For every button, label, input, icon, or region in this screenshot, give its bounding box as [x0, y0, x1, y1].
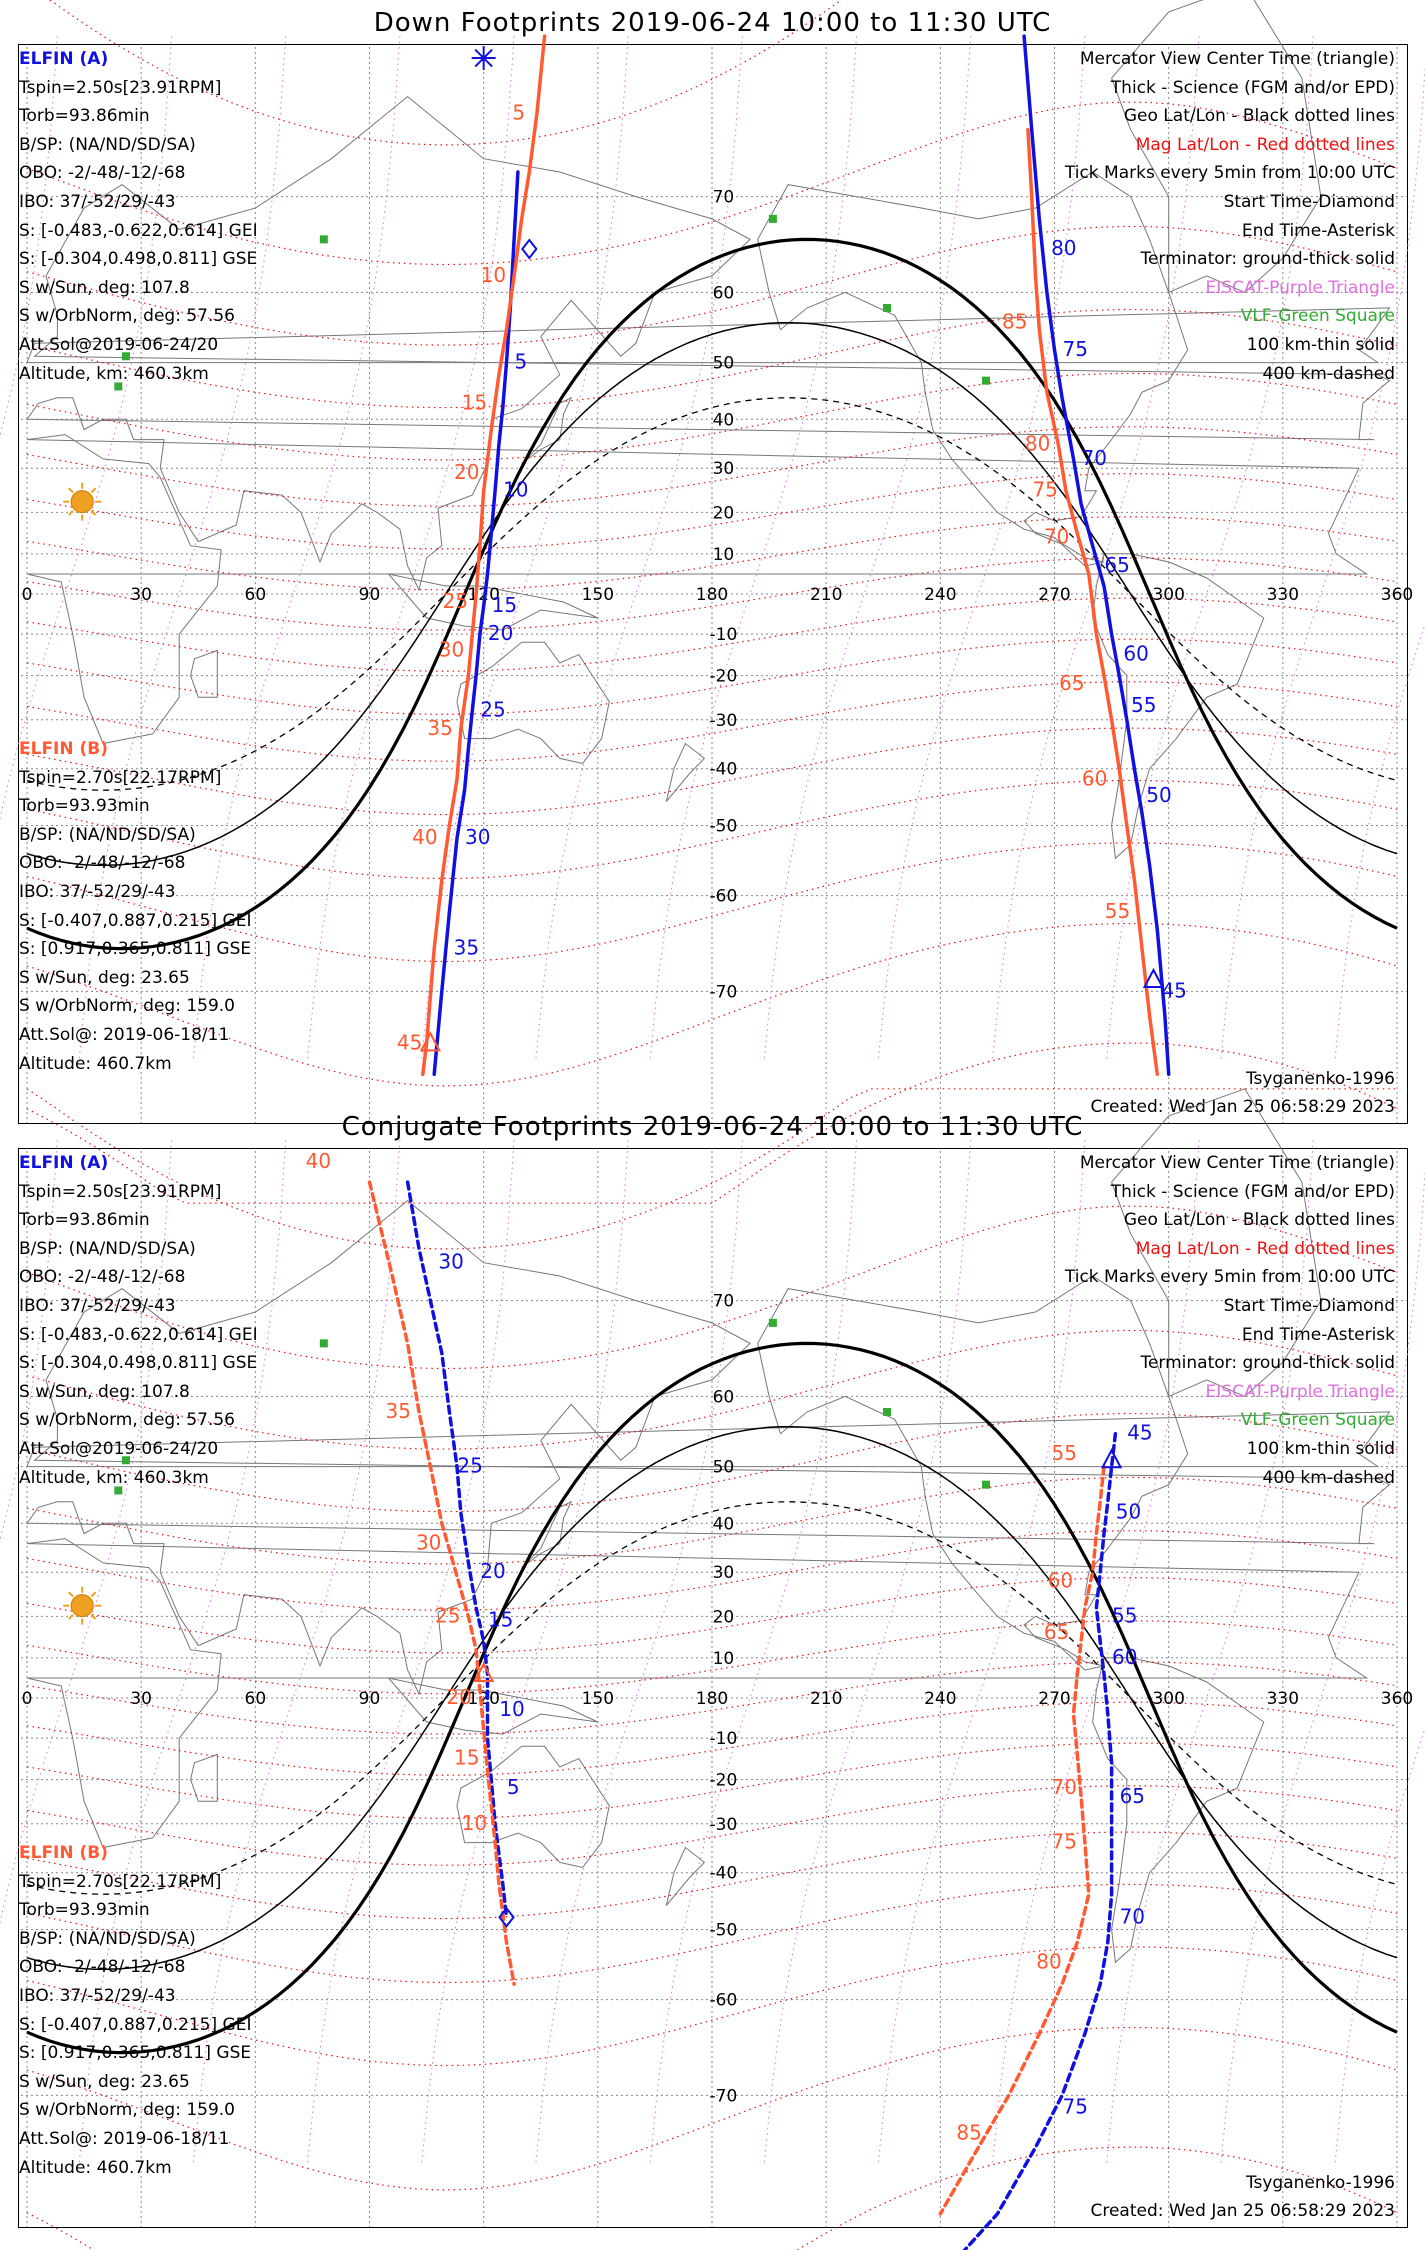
track-tick-label: 80 — [1036, 1949, 1062, 1974]
sun-disk — [71, 1595, 93, 1617]
lat-tick-label: -20 — [709, 666, 738, 687]
legend-item: VLF-Green Square — [1240, 1410, 1395, 1431]
continent-outline — [191, 1755, 218, 1802]
lon-tick-label: 210 — [809, 585, 843, 605]
lon-tick-label: 150 — [581, 1689, 615, 1709]
track-tick-label: 80 — [1024, 431, 1051, 456]
start-diamond-marker — [522, 240, 536, 258]
elfin-a-line: Torb=93.86min — [19, 1210, 150, 1231]
vlf-station-marker — [883, 1408, 891, 1416]
track-tick-label: 15 — [487, 1607, 514, 1632]
track-tick-label: 30 — [465, 825, 491, 850]
legend-item: EISCAT-Purple Triangle — [1205, 1381, 1395, 1402]
mag-meridian-line — [764, 1140, 971, 2162]
track-tick-label: 75 — [1062, 2094, 1088, 2119]
elfin-b-line: IBO: 37/-52/29/-43 — [19, 881, 176, 902]
track-tick-label: 60 — [1111, 1644, 1138, 1669]
track-tick-label: 50 — [1146, 782, 1172, 807]
elfin-a-line: Tspin=2.50s[23.91RPM] — [19, 1181, 222, 1202]
track-tick-label: 20 — [480, 1559, 506, 1584]
track-tick-label: 25 — [434, 1603, 461, 1628]
track-tick-label: 75 — [1051, 1829, 1077, 1854]
legend-item: Start Time-Diamond — [1223, 191, 1395, 212]
lat-tick-label: -10 — [709, 1729, 738, 1750]
lat-tick-label: 70 — [712, 187, 735, 208]
legend-item: Terminator: ground-thick solid — [1140, 1353, 1395, 1374]
elfin-a-line: Att.Sol@2019-06-24/20 — [19, 1438, 219, 1459]
lat-tick-label: -20 — [709, 1770, 738, 1791]
lat-tick-label: -50 — [709, 1920, 738, 1941]
elfin-a-line: Torb=93.86min — [19, 106, 150, 127]
elfin-a-line: IBO: 37/-52/29/-43 — [19, 1295, 176, 1316]
elfin-b-label: ELFIN (B) — [19, 739, 109, 759]
vlf-station-marker — [769, 215, 777, 223]
sun-icon — [63, 1587, 101, 1625]
elfin-a-line: B/SP: (NA/ND/SD/SA) — [19, 134, 196, 155]
legend-item: 100 km-thin solid — [1246, 1438, 1395, 1459]
legend-item: VLF-Green Square — [1240, 306, 1395, 327]
lat-tick-label: 60 — [712, 283, 735, 304]
lon-tick-label: 180 — [695, 1689, 729, 1709]
legend-item: Thick - Science (FGM and/or EPD) — [1110, 77, 1395, 98]
model-label: Tsyganenko-1996 — [1245, 1069, 1395, 1089]
elfin-b-info — [19, 735, 251, 1078]
vlf-station-marker — [320, 235, 328, 243]
lat-tick-label: -40 — [709, 1863, 738, 1884]
elfin-b-line: Tspin=2.70s[22.17RPM] — [19, 767, 222, 788]
track-tick-label: 85 — [956, 2120, 982, 2145]
sun-disk — [71, 491, 93, 513]
track-tick-label: 60 — [1047, 1568, 1074, 1593]
sun-ray — [69, 511, 73, 515]
mag-meridian-line — [764, 36, 971, 1058]
lat-tick-label: 60 — [712, 1387, 735, 1408]
elfin-b-line: S: [-0.407,0.887,0.215] GEI — [19, 910, 252, 931]
sun-ray — [69, 1615, 73, 1619]
track-tick-label: 35 — [427, 716, 453, 741]
track-tick-label: 55 — [1131, 693, 1157, 718]
legend-item: End Time-Asterisk — [1241, 220, 1395, 241]
elfin-a-label: ELFIN (A) — [19, 49, 109, 69]
track-tick-label: 15 — [461, 390, 488, 415]
elfin-b-line: B/SP: (NA/ND/SD/SA) — [19, 1928, 196, 1949]
lat-tick-label: 50 — [712, 1457, 735, 1478]
elfin-b-line: OBO: -2/-48/-12/-68 — [19, 1957, 186, 1978]
elfin-a-line: Altitude, km: 460.3km — [19, 1467, 209, 1488]
vlf-station-marker — [769, 1319, 777, 1327]
elfin-b-line: S w/Sun, deg: 23.65 — [19, 2071, 190, 2092]
lon-tick-label: 330 — [1266, 585, 1300, 605]
lat-tick-label: -30 — [709, 710, 738, 731]
track-tick-label: 10 — [499, 1696, 525, 1721]
track-tick-label: 70 — [1081, 445, 1107, 470]
legend-item: Thick - Science (FGM and/or EPD) — [1110, 1181, 1395, 1202]
panel2-title: Conjugate Footprints 2019-06-24 10:00 to 11:30 UTC — [341, 1112, 1084, 1142]
elfin-a-line: Tspin=2.50s[23.91RPM] — [19, 77, 222, 98]
track-tick-label: 70 — [1119, 1904, 1146, 1929]
elfin-b-line: S: [-0.407,0.887,0.215] GEI — [19, 2014, 252, 2035]
elfin-a-line: S w/OrbNorm, deg: 57.56 — [19, 306, 236, 327]
lat-tick-label: -60 — [709, 886, 738, 907]
elfin-a-line: S: [-0.483,-0.622,0.614] GEI — [19, 220, 258, 241]
track-tick-label: 85 — [1002, 309, 1028, 334]
track-tick-label: 35 — [385, 1398, 411, 1423]
track-tick-label: 80 — [1051, 236, 1077, 261]
elfin-a-line: IBO: 37/-52/29/-43 — [19, 191, 176, 212]
lat-tick-label: 70 — [712, 1291, 735, 1312]
legend-item: 100 km-thin solid — [1246, 334, 1395, 355]
track-tick-label: 35 — [453, 935, 480, 960]
lon-tick-label: 270 — [1038, 585, 1071, 605]
legend-item: End Time-Asterisk — [1241, 1324, 1395, 1345]
elfin-b-info — [19, 1839, 251, 2182]
sun-ray — [91, 488, 95, 492]
track-tick-label: 10 — [461, 1810, 488, 1835]
lat-tick-label: -10 — [709, 625, 738, 646]
track-tick-label: 55 — [1111, 1603, 1138, 1628]
elfin-a-line: B/SP: (NA/ND/SD/SA) — [19, 1238, 196, 1259]
track-tick-label: 5 — [512, 100, 526, 125]
lon-tick-label: 360 — [1380, 585, 1414, 605]
track-tick-label: 60 — [1081, 766, 1108, 791]
elfin-a-line: S: [-0.304,0.498,0.811] GSE — [19, 1353, 258, 1374]
lon-tick-label: 0 — [21, 1689, 33, 1709]
model-label: Tsyganenko-1996 — [1245, 2173, 1395, 2193]
elfin-b-line: S: [0.917,0.365,0.811] GSE — [19, 939, 252, 960]
track-tick-label: 20 — [446, 1685, 472, 1709]
sun-icon — [63, 483, 101, 521]
track-tick-label: 25 — [457, 1453, 483, 1478]
lat-tick-label: 10 — [712, 1648, 735, 1669]
track-tick-label: 15 — [491, 592, 518, 617]
lon-tick-label: 120 — [467, 1689, 500, 1709]
legend-item: Geo Lat/Lon - Black dotted lines — [1123, 106, 1395, 127]
lon-tick-label: 60 — [244, 1689, 267, 1709]
elfin-a-line: OBO: -2/-48/-12/-68 — [19, 163, 186, 184]
legend-item: Geo Lat/Lon - Black dotted lines — [1123, 1210, 1395, 1231]
track-tick-label: 55 — [1051, 1440, 1077, 1465]
elfin-a-info — [19, 1149, 258, 1492]
continent-outline — [666, 1848, 704, 1906]
elfin-b-line: S w/Sun, deg: 23.65 — [19, 967, 190, 988]
elfin-b-line: Torb=93.93min — [19, 796, 150, 817]
legend — [1065, 1149, 1395, 1492]
track-tick-label: 45 — [1127, 1420, 1153, 1445]
track-tick-label: 30 — [438, 1249, 464, 1274]
lat-tick-label: -50 — [709, 816, 738, 837]
elfin-b-line: IBO: 37/-52/29/-43 — [19, 1985, 176, 2006]
elfin-a-line: Altitude, km: 460.3km — [19, 363, 209, 384]
track-tick-label: 60 — [1123, 641, 1149, 666]
continent-outline — [457, 1746, 609, 1867]
elfin-a-line: OBO: -2/-48/-12/-68 — [19, 1267, 186, 1288]
mag-meridian-line — [879, 1140, 1085, 2162]
track-tick-label: 75 — [1032, 477, 1058, 502]
elfin-b-line: S: [0.917,0.365,0.811] GSE — [19, 2043, 252, 2064]
track-tick-label: 10 — [503, 477, 529, 502]
legend-item: Terminator: ground-thick solid — [1140, 249, 1395, 270]
track-tick-label: 65 — [1059, 671, 1085, 696]
mag-meridian-line — [422, 1140, 629, 2162]
legend-item: 400 km-dashed — [1262, 363, 1395, 384]
legend-item: EISCAT-Purple Triangle — [1205, 277, 1395, 298]
track-tick-label: 25 — [480, 697, 506, 722]
elfin-b-line: B/SP: (NA/ND/SD/SA) — [19, 824, 196, 845]
lon-tick-label: 90 — [358, 1689, 381, 1709]
track-tick-label: 40 — [305, 1149, 332, 1174]
panel1-title: Down Footprints 2019-06-24 10:00 to 11:30 UTC — [373, 8, 1052, 38]
elfin-b-line: Altitude: 460.7km — [19, 1053, 172, 1074]
lon-tick-label: 30 — [130, 585, 152, 605]
sun-ray — [91, 1592, 95, 1596]
lon-tick-label: 30 — [130, 1689, 152, 1709]
vlf-station-marker — [883, 304, 891, 312]
lon-tick-label: 210 — [809, 1689, 843, 1709]
track-tick-label: 50 — [1115, 1499, 1142, 1524]
track-tick-label: 30 — [415, 1530, 442, 1555]
footprint-track — [959, 1434, 1115, 2250]
down-footprints-chart — [18, 44, 1414, 1124]
elfin-b-line: Att.Sol@: 2019-06-18/11 — [19, 1024, 230, 1045]
lat-tick-label: -60 — [709, 1990, 738, 2011]
track-tick-label: 65 — [1119, 1783, 1146, 1808]
legend-item: Mercator View Center Time (triangle) — [1079, 49, 1395, 69]
track-tick-label: 15 — [454, 1745, 480, 1770]
lat-tick-label: 50 — [712, 353, 735, 374]
lat-tick-label: -70 — [709, 2086, 738, 2107]
lat-tick-label: 40 — [712, 1514, 735, 1535]
lat-tick-label: -30 — [709, 1814, 738, 1835]
vlf-station-marker — [320, 1339, 328, 1347]
lon-tick-label: 330 — [1266, 1689, 1300, 1709]
track-tick-label: 20 — [487, 621, 514, 646]
track-tick-label: 45 — [1161, 978, 1187, 1003]
track-tick-label: 65 — [1104, 552, 1130, 577]
lat-tick-label: -40 — [709, 759, 738, 780]
legend-item: Mag Lat/Lon - Red dotted lines — [1135, 134, 1395, 155]
elfin-a-line: S w/OrbNorm, deg: 57.56 — [19, 1410, 236, 1431]
lat-tick-label: 30 — [712, 459, 735, 480]
track-tick-label: 45 — [396, 1030, 423, 1055]
track-tick-label: 70 — [1051, 1775, 1077, 1800]
lon-tick-label: 240 — [924, 1689, 957, 1709]
track-tick-label: 5 — [514, 349, 528, 374]
elfin-b-line: S w/OrbNorm, deg: 159.0 — [19, 2100, 236, 2121]
legend-item: Mag Lat/Lon - Red dotted lines — [1135, 1238, 1395, 1259]
legend-item: Start Time-Diamond — [1223, 1295, 1395, 1316]
elfin-a-line: S w/Sun, deg: 107.8 — [19, 1381, 190, 1402]
lon-tick-label: 0 — [21, 585, 33, 605]
legend-item: Mercator View Center Time (triangle) — [1079, 1153, 1395, 1173]
elfin-b-line: Altitude: 460.7km — [19, 2157, 172, 2178]
track-tick-label: 75 — [1062, 336, 1088, 361]
track-tick-label: 25 — [442, 588, 469, 613]
track-tick-label: 65 — [1043, 1620, 1070, 1645]
sun-ray — [69, 488, 73, 492]
elfin-a-line: Att.Sol@2019-06-24/20 — [19, 334, 219, 355]
lon-tick-label: 240 — [924, 585, 957, 605]
elfin-a-line: S w/Sun, deg: 107.8 — [19, 277, 190, 298]
elfin-b-line: Att.Sol@: 2019-06-18/11 — [19, 2128, 230, 2149]
elfin-a-line: S: [-0.483,-0.622,0.614] GEI — [19, 1324, 258, 1345]
track-tick-label: 70 — [1043, 524, 1070, 549]
lon-tick-label: 150 — [581, 585, 615, 605]
lon-tick-label: 300 — [1152, 1689, 1185, 1709]
elfin-b-line: Torb=93.93min — [19, 1900, 150, 1921]
created-label: Created: Wed Jan 25 06:58:29 2023 — [1090, 2201, 1395, 2221]
lat-tick-label: 40 — [712, 410, 735, 431]
end-asterisk-marker — [472, 46, 496, 70]
lon-tick-label: 120 — [467, 585, 500, 605]
track-tick-label: 55 — [1104, 899, 1131, 924]
vlf-station-marker — [982, 1481, 990, 1489]
lat-tick-label: -70 — [709, 982, 738, 1003]
continent-outline — [666, 744, 704, 802]
track-tick-label: 20 — [454, 459, 480, 484]
lon-tick-label: 300 — [1152, 585, 1185, 605]
lon-tick-label: 60 — [244, 585, 267, 605]
elfin-a-label: ELFIN (A) — [19, 1153, 109, 1173]
elfin-a-line: S: [-0.304,0.498,0.811] GSE — [19, 249, 258, 270]
mag-meridian-line — [650, 1140, 856, 2162]
elfin-b-line: Tspin=2.70s[22.17RPM] — [19, 1871, 222, 1892]
conjugate-footprints-chart — [18, 1148, 1414, 2228]
lat-tick-label: 10 — [712, 544, 735, 565]
continent-outline — [191, 651, 218, 698]
legend-item: Tick Marks every 5min from 10:00 UTC — [1064, 1267, 1395, 1288]
elfin-a-info — [19, 45, 258, 388]
lon-tick-label: 90 — [358, 585, 381, 605]
legend-item: 400 km-dashed — [1262, 1467, 1395, 1488]
lon-tick-label: 270 — [1038, 1689, 1071, 1709]
elfin-b-line: S w/OrbNorm, deg: 159.0 — [19, 996, 236, 1017]
legend-item: Tick Marks every 5min from 10:00 UTC — [1064, 163, 1395, 184]
lon-tick-label: 180 — [695, 585, 729, 605]
lat-tick-label: 30 — [712, 1563, 735, 1584]
track-tick-label: 40 — [412, 825, 438, 850]
track-tick-label: 10 — [480, 262, 507, 287]
lon-tick-label: 360 — [1380, 1689, 1414, 1709]
sun-ray — [69, 1592, 73, 1596]
vlf-station-marker — [982, 377, 990, 385]
track-tick-label: 30 — [438, 637, 465, 662]
elfin-b-label: ELFIN (B) — [19, 1843, 109, 1863]
created-label: Created: Wed Jan 25 06:58:29 2023 — [1090, 1097, 1395, 1117]
lat-tick-label: 20 — [712, 503, 735, 524]
elfin-b-line: OBO: -2/-48/-12/-68 — [19, 853, 186, 874]
lat-tick-label: 20 — [712, 1607, 735, 1628]
mag-meridian-line — [650, 36, 856, 1058]
track-tick-label: 5 — [506, 1775, 520, 1800]
